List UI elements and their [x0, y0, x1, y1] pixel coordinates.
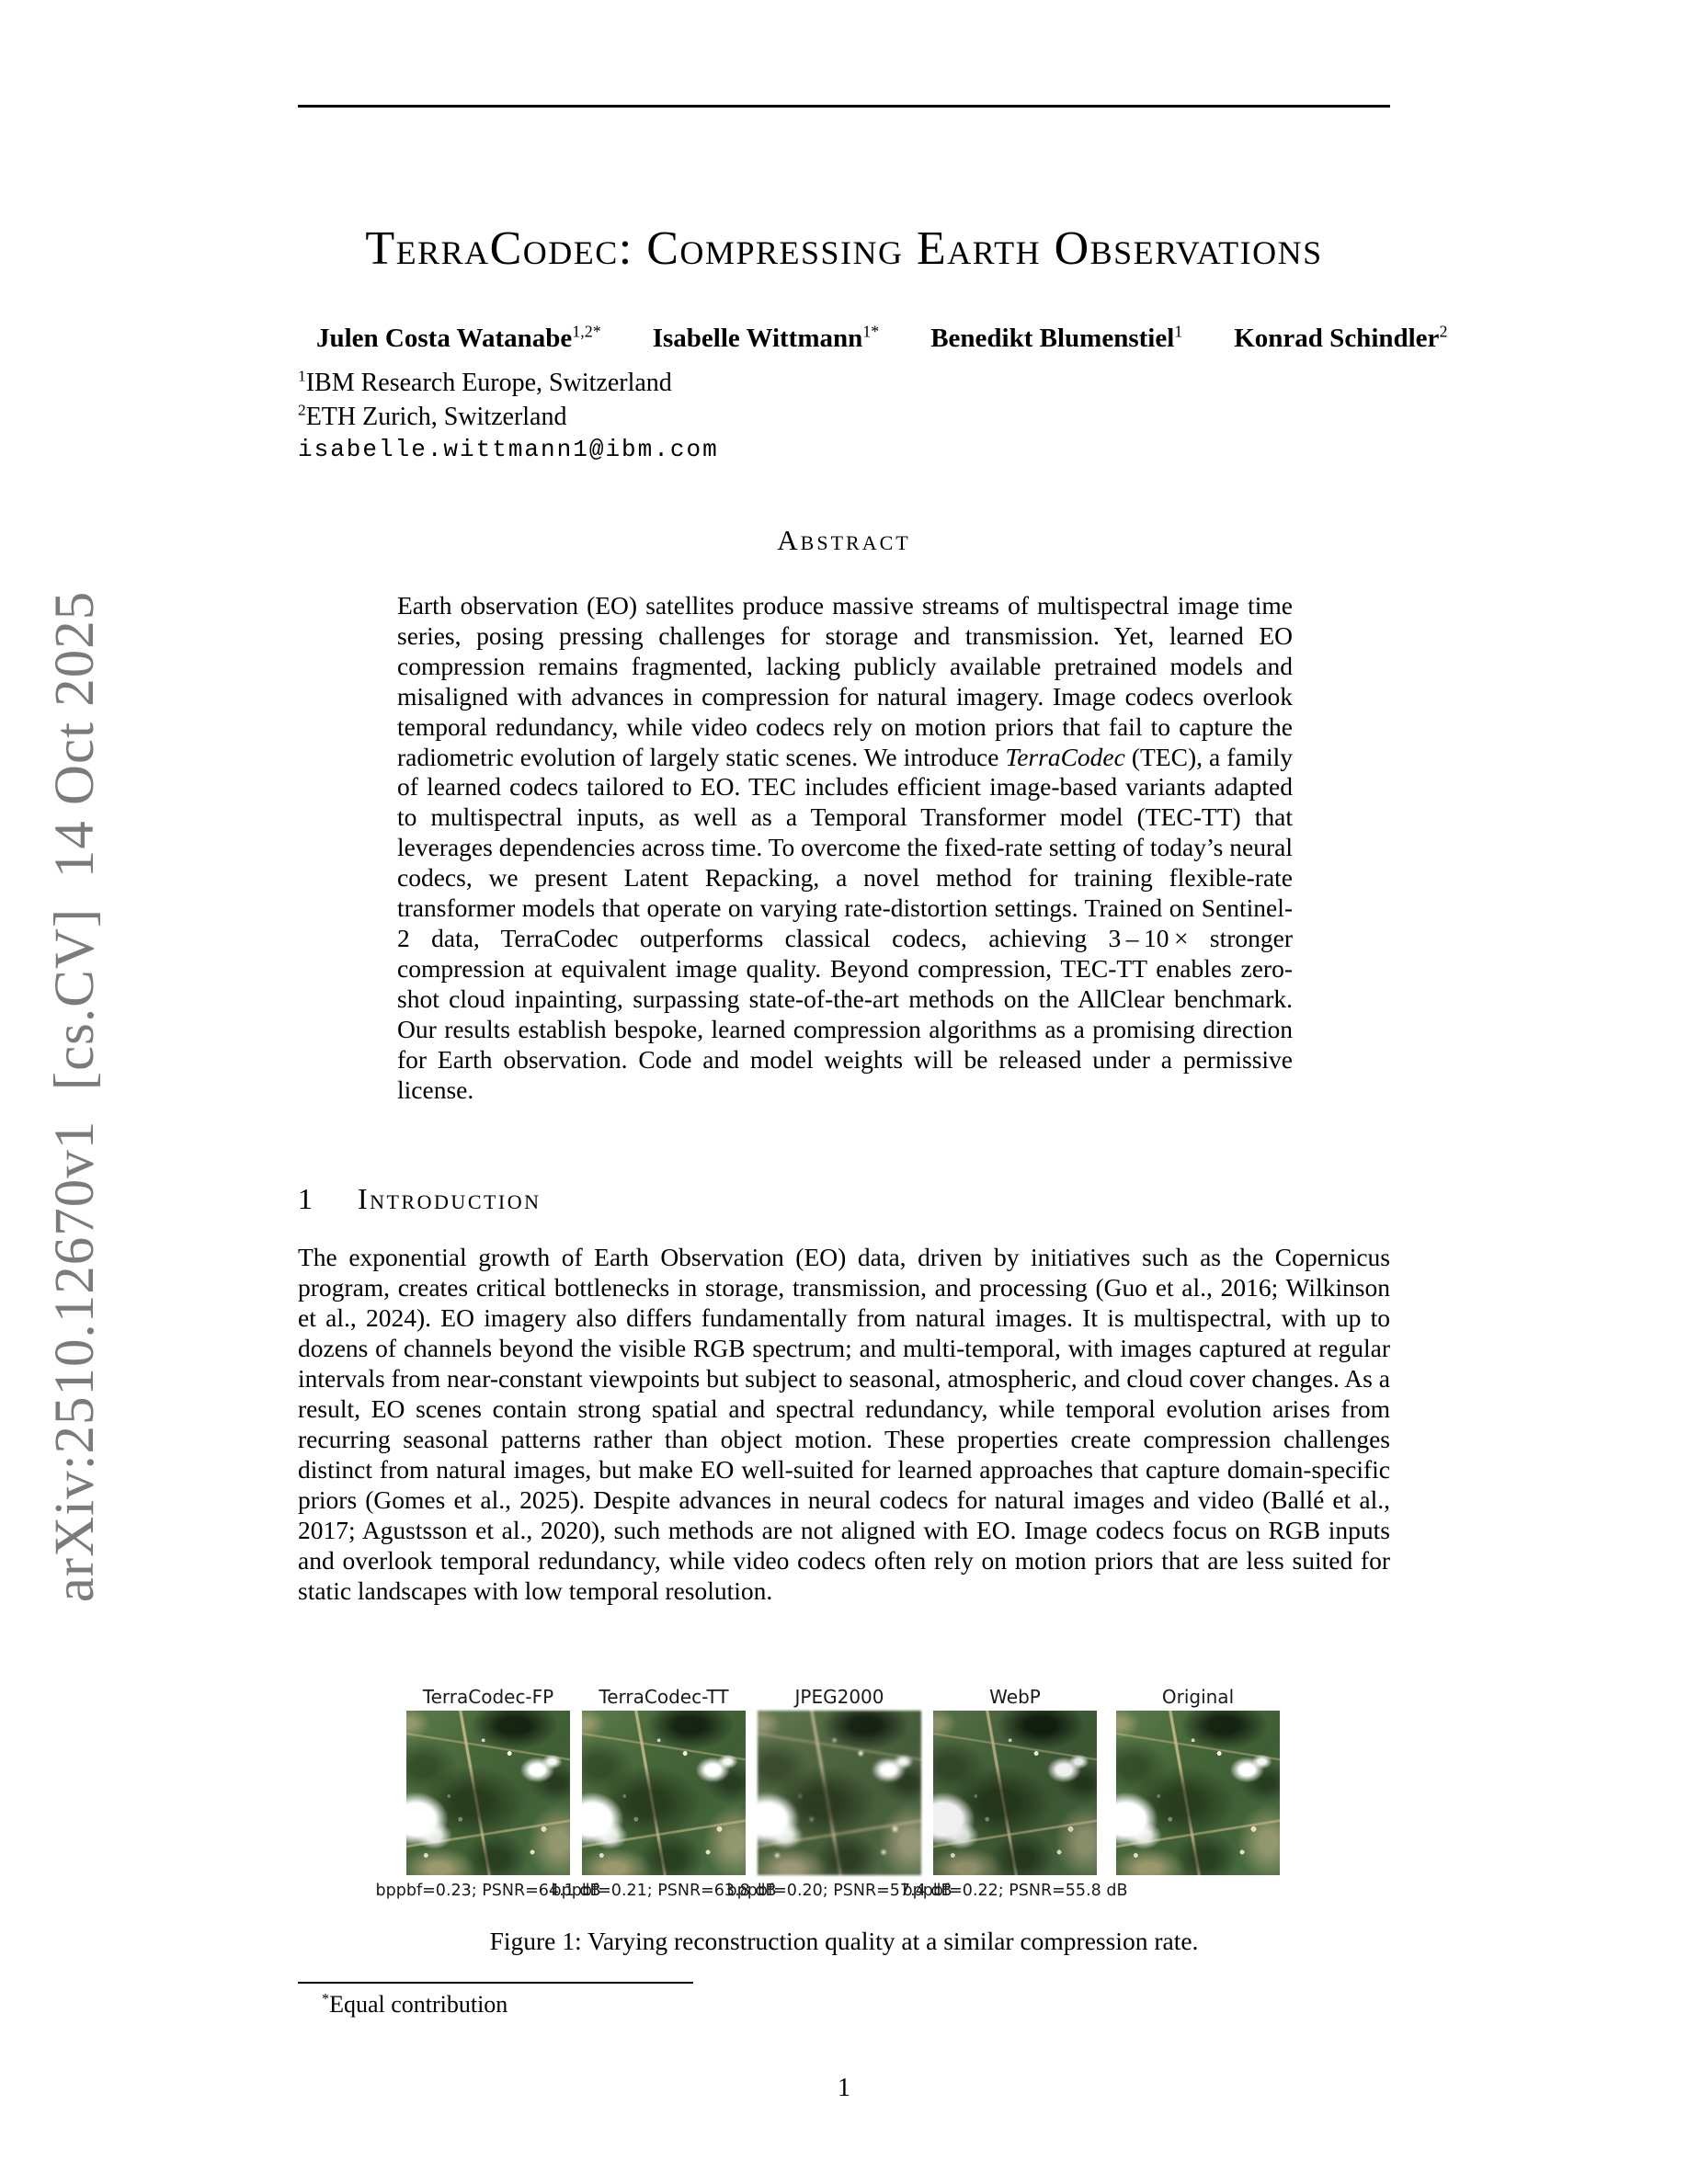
panel-label: TerraCodec-FP: [422, 1686, 554, 1708]
introduction-paragraph: The exponential growth of Earth Observation (EO) data, driven by initiatives such as the Copernicus program, creates critical bottlenecks in storage, transmission, and processing (Guo et al., 2016; Wilkinson et al., 2024). EO imagery also differs fundamentally from natural images. It is multispectral, with up to dozens of channels beyond the visible RGB spectrum; and multi-temporal, with images captured at regular intervals from near-constant viewpoints but subject to seasonal, atmospheric, and cloud cover changes. As a result, EO scenes contain strong spatial and spectral redundancy, while temporal evolution arises from recurring seasonal patterns rather than object motion. These properties create compression challenges distinct from natural images, but make EO well-suited for learned approaches that capture domain-specific priors (Gomes et al., 2025). Despite advances in neural codecs for natural images and video (Ballé et al., 2017; Agustsson et al., 2020), such methods are not aligned with EO. Image codecs focus on RGB inputs and overlook temporal redundancy, while video codecs often rely on motion priors that are less suited for static landscapes with low temporal resolution.: [298, 1243, 1390, 1605]
author-3-sup: 1: [1174, 322, 1183, 341]
author-2-sup: 1*: [862, 322, 880, 341]
panel-label: JPEG2000: [794, 1686, 884, 1708]
panel-label: TerraCodec-TT: [599, 1686, 729, 1708]
figure-1-caption: Figure 1: Varying reconstruction quality at a similar compression rate.: [489, 1927, 1199, 1955]
abstract-part-2: (TEC), a family of learned codecs tailored to EO. TEC includes efficient image-based variants adapted to multispectral inputs, as well as a Temporal Transformer model (TEC-TT) that leverages dependencies across time. To overcome the fixed-rate setting of today’s neural codecs, we present Latent Repacking, a novel method for training flexible-rate transformer models that operate on varying rate-distortion settings. Trained on Sentinel-2 data, TerraCodec outperforms classical codecs, achieving 3 – 10 × stronger compression at equivalent image quality. Beyond compression, TEC-TT enables zero-shot cloud inpainting, surpassing state-of-the-art methods on the AllClear benchmark. Our results establish bespoke, learned compression algorithms as a promising direction for Earth observation. Code and model weights will be released under a permissive license.: [397, 742, 1293, 1104]
satellite-image-original: [1116, 1711, 1280, 1875]
abstract-text: [397, 591, 1293, 1105]
author-1-sup: 1,2*: [572, 322, 601, 341]
page-number: 1: [838, 2074, 850, 2102]
panel-metrics: bppbf=0.22; PSNR=55.8 dB: [902, 1882, 1128, 1900]
arxiv-watermark: arXiv:2510.12670v1 [cs.CV] 14 Oct 2025: [44, 590, 106, 1603]
panel-metrics: bppbf=0.20; PSNR=57.4 dB: [726, 1882, 952, 1900]
abstract-heading: Abstract: [777, 524, 911, 556]
paper-title: TerraCodec: Compressing Earth Observations: [365, 222, 1323, 275]
abstract-part-1: Earth observation (EO) satellites produce massive streams of multispectral image time series, posing pressing challenges for storage and transmission. Yet, learned EO compression remains fragmented, lacking publicly available pretrained models and misaligned with advances in compression for natural imagery. Image codecs overlook temporal redundancy, while video codecs rely on motion priors that fail to capture the radiometric evolution of largely static scenes. We introduce: [397, 591, 1293, 771]
affiliation-2: $^2$ETH Zurich, Switzerland: [298, 401, 567, 431]
figure-panel-terracodec-tt: [551, 1686, 777, 1900]
panel-label: Original: [1161, 1686, 1235, 1708]
affiliation-2-sup: 2: [298, 401, 306, 419]
panel-metrics: bppbf=0.21; PSNR=63.8 dB: [551, 1882, 777, 1900]
author-4: Konrad Schindler$^2$: [1234, 322, 1448, 353]
footnote-equal-contribution: *Equal contribution: [322, 1991, 508, 2018]
footnote-marker: *: [322, 1991, 330, 2008]
contact-email: isabelle.wittmann1@ibm.com: [298, 436, 719, 463]
satellite-image-jpeg2000: [758, 1711, 921, 1875]
panel-metrics: bppbf=0.23; PSNR=64.1 dB: [375, 1882, 601, 1900]
satellite-image-webp: [933, 1711, 1097, 1875]
author-3: Benedikt Blumenstiel$^1$: [930, 322, 1183, 353]
author-2: Isabelle Wittmann$^{1*}$: [652, 322, 880, 353]
figure-panel-original: [1116, 1687, 1280, 1900]
section-1-number: 1: [298, 1182, 314, 1215]
figure-panel-webp: [902, 1686, 1128, 1900]
abstract-italic-term: TerraCodec: [1005, 742, 1125, 771]
satellite-image-terracodec-tt: [582, 1711, 746, 1875]
section-1-heading: [298, 1182, 542, 1216]
satellite-image-terracodec-fp: [406, 1711, 570, 1875]
author-4-sup: 2: [1439, 322, 1448, 341]
affiliation-1-sup: 1: [298, 367, 306, 385]
affiliation-1: $^1$IBM Research Europe, Switzerland: [298, 367, 672, 397]
section-1-title: Introduction: [358, 1182, 542, 1215]
figure-panel-terracodec-fp: [375, 1686, 601, 1900]
figure-1-panels: [375, 1686, 1280, 1900]
author-line: [316, 324, 1603, 354]
figure-panel-jpeg2000: [726, 1686, 952, 1900]
footnote-rule: [298, 1982, 693, 1984]
author-1: Julen Costa Watanabe$^{1,2*}$: [316, 322, 601, 353]
panel-label: WebP: [989, 1686, 1041, 1708]
top-rule: [298, 105, 1390, 108]
